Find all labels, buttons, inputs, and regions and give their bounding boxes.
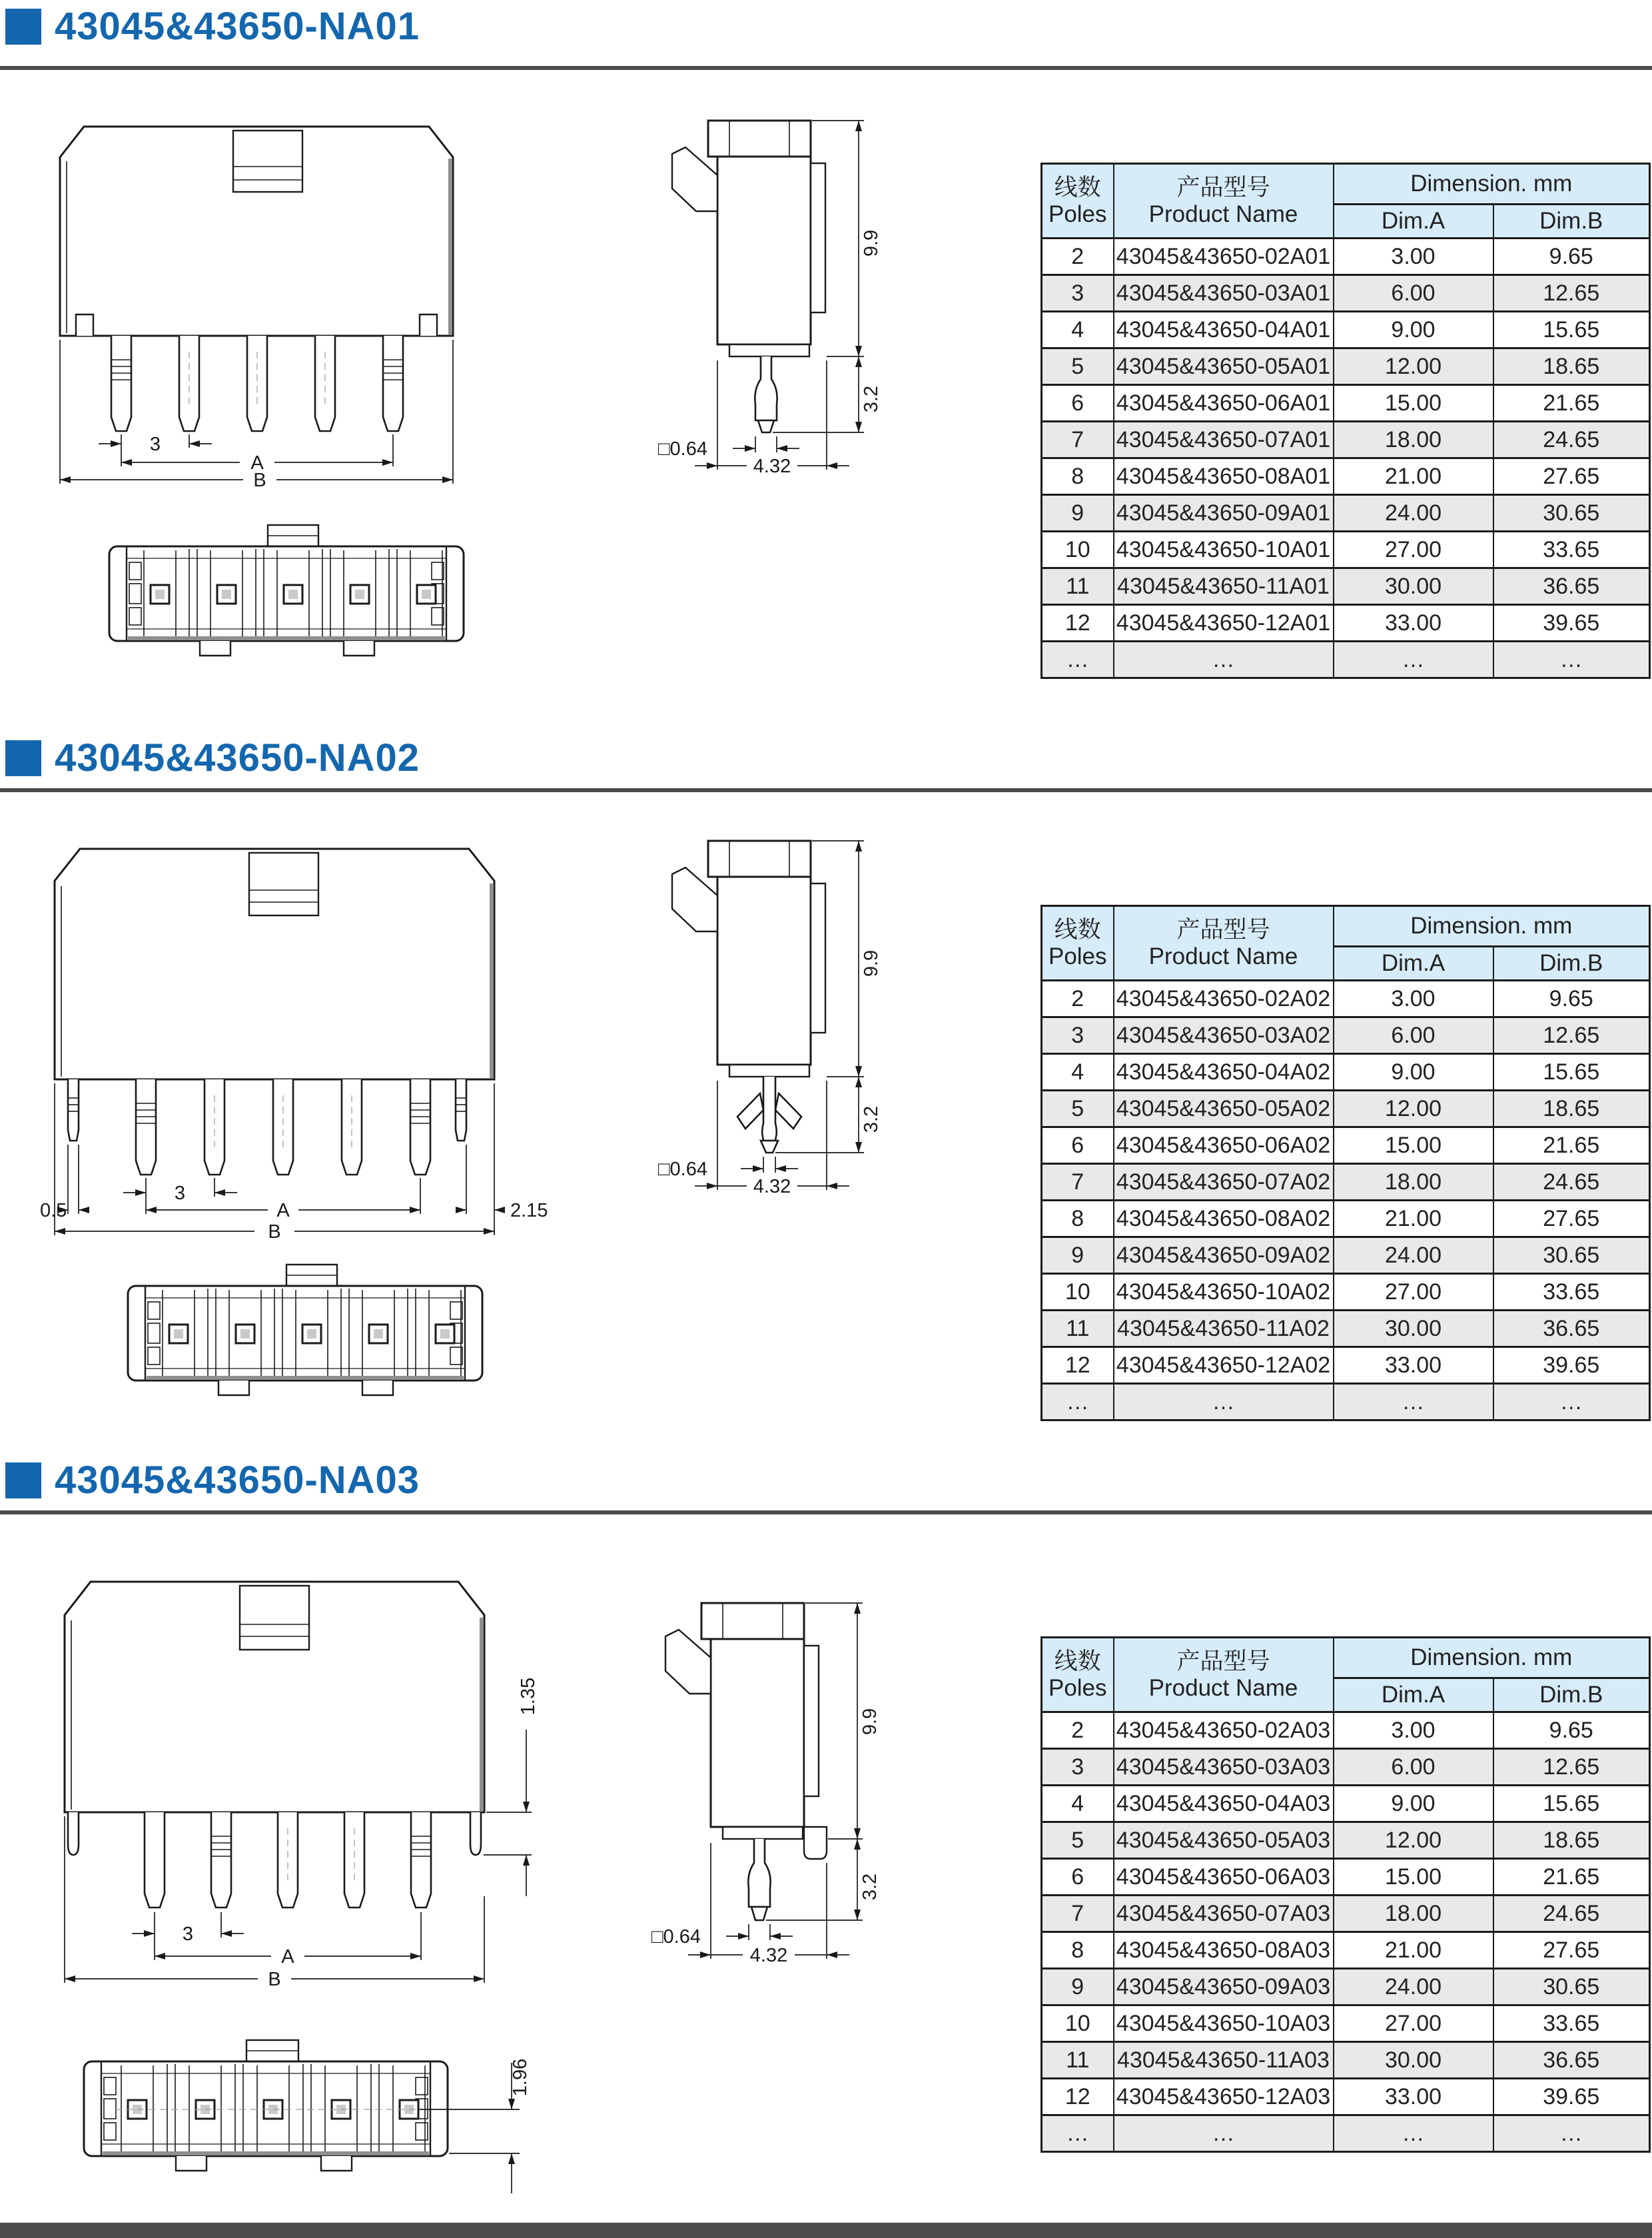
dim-label-bottom-height: 1.96 — [510, 2058, 531, 2097]
section-divider — [0, 1510, 1652, 1514]
col-header-poles: 线数 Poles — [1042, 164, 1114, 239]
dim-label-pin-length: 3.2 — [859, 1873, 881, 1901]
section-divider — [0, 66, 1652, 70]
table-row: 2 43045&43650-02A01 3.00 9.65 — [1042, 239, 1650, 275]
table-row: … … … … — [1042, 2115, 1650, 2152]
table-body — [1042, 1712, 1650, 2152]
table-body — [1042, 239, 1650, 678]
table-row: 5 43045&43650-05A01 12.00 18.65 — [1042, 348, 1650, 385]
dim-label-pin-length: 3.2 — [861, 385, 882, 413]
table-row: 3 43045&43650-03A03 6.00 12.65 — [1042, 1749, 1650, 1786]
section-title-na03 — [5, 1458, 420, 1502]
table-row: 12 43045&43650-12A01 33.00 39.65 — [1042, 605, 1650, 642]
table-row: 3 43045&43650-03A02 6.00 12.65 — [1042, 1017, 1650, 1054]
dim-label-b: B — [268, 1221, 281, 1243]
front-view-drawing-na02 — [35, 833, 554, 1249]
table-row: 12 43045&43650-12A02 33.00 39.65 — [1042, 1347, 1650, 1384]
dim-label-b: B — [253, 470, 266, 491]
pins — [68, 1812, 481, 1908]
dim-label-height: 9.9 — [861, 229, 882, 257]
table-row: 7 43045&43650-07A03 18.00 24.65 — [1042, 1896, 1650, 1932]
table-row: 10 43045&43650-10A01 27.00 33.65 — [1042, 532, 1650, 568]
bottom-view-drawing-na02 — [119, 1259, 492, 1416]
side-view-drawing-na01 — [629, 110, 936, 477]
section-divider — [0, 788, 1652, 792]
table-row: 10 43045&43650-10A03 27.00 33.65 — [1042, 2005, 1650, 2042]
dim-label-a: A — [250, 452, 264, 474]
bottom-view-drawing-na03 — [75, 2033, 541, 2197]
dim-label-pin-square: □0.64 — [658, 1159, 707, 1180]
title-square-icon — [5, 1462, 41, 1498]
col-header-product-name: 产品型号 Product Name — [1114, 906, 1334, 981]
table-row: 8 43045&43650-08A01 21.00 27.65 — [1042, 458, 1650, 495]
dimension-table-na01 — [1040, 163, 1649, 679]
table-row: 9 43045&43650-09A02 24.00 30.65 — [1042, 1237, 1650, 1274]
col-header-dim-a: Dim.A — [1334, 205, 1493, 239]
dim-label-right-offset: 2.15 — [510, 1200, 548, 1221]
table-row: 9 43045&43650-09A01 24.00 30.65 — [1042, 495, 1650, 532]
front-view-drawing-na03 — [28, 1563, 548, 1999]
pins — [68, 1079, 466, 1175]
dim-label-pitch: 3 — [182, 1924, 194, 1945]
latch-window — [240, 1586, 309, 1650]
col-header-dim-a: Dim.A — [1334, 1678, 1493, 1712]
latch-window — [249, 853, 318, 915]
col-header-dim-b: Dim.B — [1493, 947, 1650, 981]
table-row: 2 43045&43650-02A03 3.00 9.65 — [1042, 1712, 1650, 1749]
side-view-drawing-na02 — [629, 830, 936, 1197]
table-row: 6 43045&43650-06A02 15.00 21.65 — [1042, 1127, 1650, 1164]
table-row: … … … … — [1042, 1384, 1650, 1420]
dim-label-height: 9.9 — [859, 1708, 881, 1736]
table-row: 9 43045&43650-09A03 24.00 30.65 — [1042, 1969, 1650, 2005]
pins — [111, 336, 403, 431]
page-footer-bar — [0, 2223, 1652, 2238]
table-row: 12 43045&43650-12A03 33.00 39.65 — [1042, 2079, 1650, 2115]
table-row: 7 43045&43650-07A02 18.00 24.65 — [1042, 1164, 1650, 1201]
table-row: … … … … — [1042, 642, 1650, 678]
table-row: 4 43045&43650-04A01 9.00 15.65 — [1042, 312, 1650, 348]
table-row: 11 43045&43650-11A02 30.00 36.65 — [1042, 1311, 1650, 1347]
section-title-text: 43045&43650-NA03 — [55, 1458, 420, 1502]
dim-label-left-offset: 0.5 — [40, 1200, 67, 1221]
dim-label-edge: 1.35 — [518, 1677, 539, 1716]
table-row: 8 43045&43650-08A03 21.00 27.65 — [1042, 1932, 1650, 1969]
col-header-poles: 线数 Poles — [1042, 1638, 1114, 1712]
section-title-text: 43045&43650-NA01 — [55, 5, 420, 48]
table-row: 6 43045&43650-06A01 15.00 21.65 — [1042, 385, 1650, 422]
col-header-dimension: Dimension. mm — [1334, 164, 1650, 205]
dim-label-pin-square: □0.64 — [651, 1926, 701, 1948]
title-square-icon — [5, 9, 41, 45]
dim-label-pin-square: □0.64 — [658, 438, 707, 460]
section-title-na01 — [5, 4, 420, 49]
col-header-product-name: 产品型号 Product Name — [1114, 164, 1334, 239]
bottom-view-drawing-na01 — [100, 520, 473, 676]
front-view-drawing-na01 — [47, 115, 466, 491]
col-header-dim-b: Dim.B — [1493, 1678, 1650, 1712]
dim-label-width: 4.32 — [753, 456, 791, 477]
table-row: 10 43045&43650-10A02 27.00 33.65 — [1042, 1274, 1650, 1311]
table-row: 11 43045&43650-11A03 30.00 36.65 — [1042, 2042, 1650, 2079]
col-header-dim-b: Dim.B — [1493, 205, 1650, 239]
dim-label-width: 4.32 — [753, 1176, 791, 1197]
table-body — [1042, 981, 1650, 1420]
section-title-text: 43045&43650-NA02 — [55, 736, 420, 780]
table-row: 4 43045&43650-04A03 9.00 15.65 — [1042, 1786, 1650, 1822]
table-row: 5 43045&43650-05A02 12.00 18.65 — [1042, 1091, 1650, 1127]
latch-window — [233, 131, 302, 192]
col-header-poles: 线数 Poles — [1042, 906, 1114, 981]
title-square-icon — [5, 740, 41, 776]
table-row: 8 43045&43650-08A02 21.00 27.65 — [1042, 1201, 1650, 1237]
snap-peg — [737, 1077, 801, 1153]
dim-label-width: 4.32 — [749, 1945, 788, 1966]
table-row: 7 43045&43650-07A01 18.00 24.65 — [1042, 422, 1650, 458]
section-title-na02 — [5, 736, 420, 780]
col-header-dimension: Dimension. mm — [1334, 906, 1650, 947]
col-header-dimension: Dimension. mm — [1334, 1638, 1650, 1678]
dim-label-height: 9.9 — [861, 949, 882, 977]
col-header-dim-a: Dim.A — [1334, 947, 1493, 981]
col-header-product-name: 产品型号 Product Name — [1114, 1638, 1334, 1712]
table-row: 11 43045&43650-11A01 30.00 36.65 — [1042, 568, 1650, 605]
table-row: 5 43045&43650-05A03 12.00 18.65 — [1042, 1822, 1650, 1859]
dim-label-pin-length: 3.2 — [861, 1105, 882, 1133]
dim-label-pitch: 3 — [149, 434, 161, 455]
table-row: 6 43045&43650-06A03 15.00 21.65 — [1042, 1859, 1650, 1896]
dim-label-a: A — [281, 1946, 294, 1967]
dim-label-a: A — [276, 1200, 290, 1221]
dim-label-b: B — [268, 1969, 281, 1990]
dim-label-pitch: 3 — [174, 1183, 186, 1204]
table-row: 2 43045&43650-02A02 3.00 9.65 — [1042, 981, 1650, 1017]
dimension-table-na02 — [1040, 905, 1649, 1421]
side-view-drawing-na03 — [623, 1591, 943, 1964]
table-row: 4 43045&43650-04A02 9.00 15.65 — [1042, 1054, 1650, 1091]
table-row: 3 43045&43650-03A01 6.00 12.65 — [1042, 275, 1650, 312]
dimension-table-na03 — [1040, 1636, 1649, 2153]
